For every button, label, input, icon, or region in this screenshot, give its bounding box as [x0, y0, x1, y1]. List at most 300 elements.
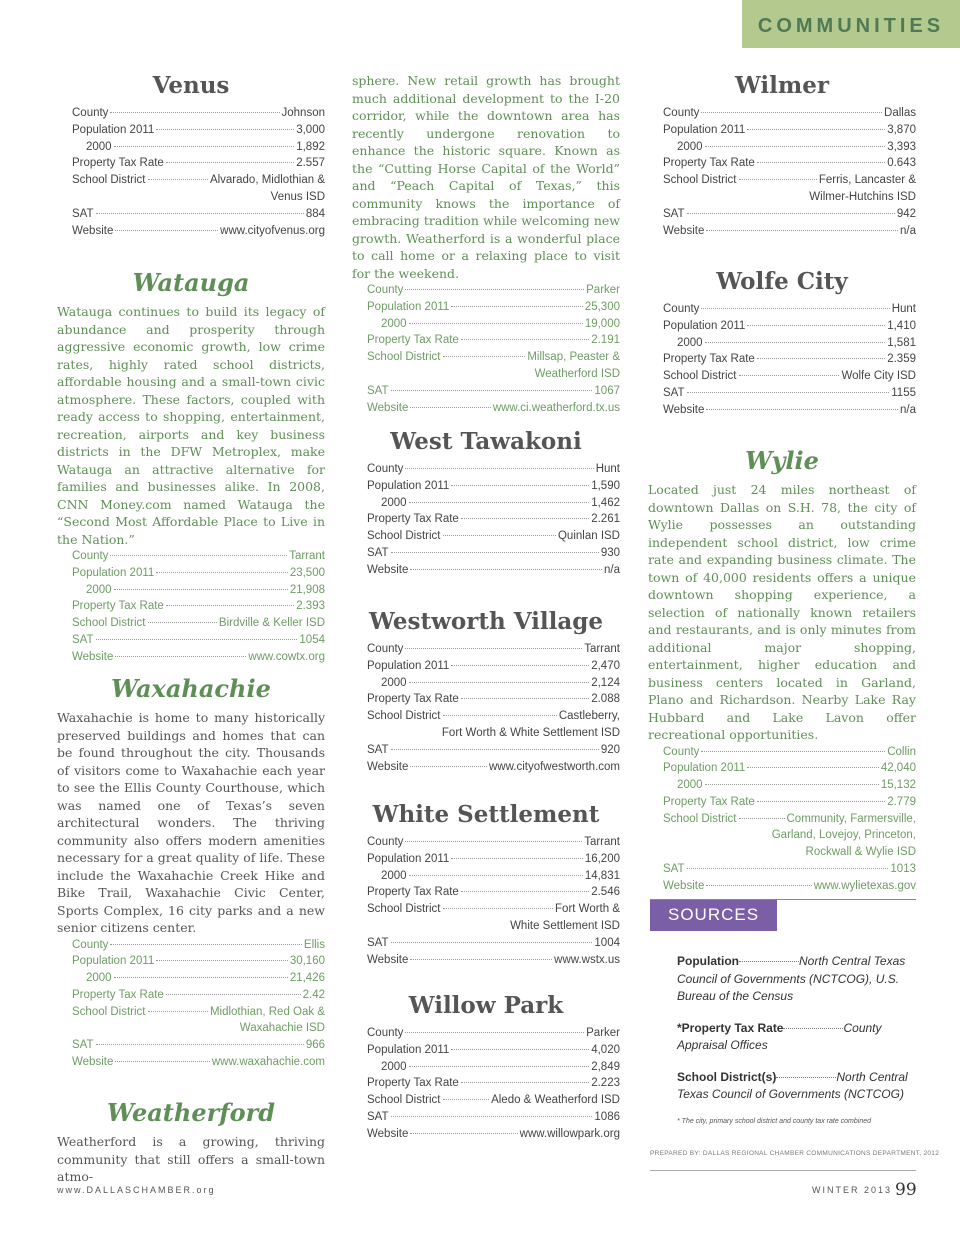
- fact-value: Venus ISD: [270, 190, 325, 203]
- fact-row: [72, 172, 325, 189]
- fact-row: [663, 402, 916, 419]
- fact-label: Population 2011: [72, 955, 155, 968]
- fact-value: Wilmer-Hutchins ISD: [809, 190, 916, 203]
- fact-row: [367, 1059, 620, 1076]
- fact-value: 21,426: [289, 972, 325, 985]
- fact-value: 1155: [891, 386, 916, 399]
- dot-leader: [443, 356, 526, 357]
- community-title: Watauga: [132, 268, 250, 297]
- dot-leader: [701, 308, 889, 309]
- dot-leader: [410, 959, 552, 960]
- fact-row: [72, 206, 325, 223]
- dot-leader: [148, 622, 217, 623]
- fact-label: SAT: [367, 546, 389, 559]
- fact-row: [367, 641, 620, 658]
- fact-value: Waxahachie ISD: [239, 1022, 325, 1035]
- dot-leader: [443, 715, 557, 716]
- fact-value: www.willowpark.org: [519, 1127, 620, 1140]
- dot-leader: [687, 392, 890, 393]
- fact-label: SAT: [663, 207, 685, 220]
- dot-leader: [405, 841, 582, 842]
- fact-row: [367, 461, 620, 478]
- community-description: Waxahachie is home to many historically preserved buildings and homes that can be found throughout the city. Thousands of visitors come to Waxahachie each year to see the Ellis County Courthouse, which was named one of Texas’s seven architectural wonders. The thriving community also offers modern amenities necessary for a great quality of life. These include the Waxahachie Creek Hike and Bike Trail, Waxahachie Civic Center, Sports Complex, 16 city parks and a new senior citizens center.: [57, 710, 325, 935]
- fact-label: School District: [72, 617, 146, 630]
- fact-row: [367, 884, 620, 901]
- fact-value: Fort Worth & White Settlement ISD: [441, 726, 620, 739]
- fact-label: County: [72, 938, 109, 951]
- fact-row: [72, 937, 325, 954]
- fact-row: [72, 1037, 325, 1054]
- dot-leader: [451, 306, 583, 307]
- sources-divider: [650, 899, 916, 900]
- fact-value: Fort Worth &: [555, 903, 620, 916]
- fact-value: Rockwall & Wylie ISD: [805, 846, 916, 859]
- dot-leader: [391, 390, 593, 391]
- fact-continuation: [663, 827, 916, 844]
- fact-value: Tarrant: [289, 550, 325, 562]
- sources-panel: [650, 899, 916, 1125]
- fact-value: 1004: [594, 936, 620, 949]
- fact-continuation: [72, 1020, 325, 1037]
- fact-row: [367, 545, 620, 562]
- dot-leader: [739, 818, 785, 819]
- dot-leader: [115, 1061, 210, 1062]
- fact-value: Millsap, Peaster &: [527, 351, 620, 364]
- dot-leader: [461, 518, 589, 519]
- fact-value: 2,849: [591, 1060, 620, 1073]
- fact-label: Website: [367, 1127, 409, 1140]
- fact-row: [72, 155, 325, 172]
- dot-leader: [114, 977, 288, 978]
- fact-continuation: [367, 725, 620, 742]
- fact-list: [72, 548, 325, 666]
- dot-leader: [687, 868, 889, 869]
- fact-value: 2.261: [591, 513, 620, 526]
- fact-label: County: [367, 284, 404, 296]
- fact-value: 23,500: [289, 566, 325, 579]
- fact-label: Property Tax Rate: [367, 1077, 459, 1090]
- dot-leader: [705, 342, 886, 343]
- fact-row: [663, 105, 916, 122]
- fact-value: Hunt: [891, 303, 916, 315]
- fact-row: [663, 777, 916, 794]
- dot-leader: [776, 1077, 836, 1078]
- fact-value: 920: [600, 743, 620, 756]
- fact-label: 2000: [677, 779, 703, 792]
- fact-label: Population 2011: [663, 123, 746, 136]
- fact-row: [367, 1092, 620, 1109]
- dot-leader: [757, 801, 885, 802]
- fact-row: [663, 811, 916, 828]
- dot-leader: [747, 129, 885, 130]
- fact-list: [367, 641, 620, 775]
- sources-list: [650, 953, 916, 1104]
- fact-list: [367, 1025, 620, 1143]
- dot-leader: [405, 648, 582, 649]
- dot-leader: [409, 1066, 590, 1067]
- fact-row: [367, 332, 620, 349]
- dot-leader: [156, 129, 294, 130]
- fact-value: Alvarado, Midlothian &: [209, 174, 325, 187]
- fact-row: [367, 400, 620, 417]
- fact-row: [367, 282, 620, 299]
- dot-leader: [391, 552, 599, 553]
- fact-value: 2.088: [591, 693, 620, 706]
- dot-leader: [757, 358, 885, 359]
- fact-value: Ellis: [303, 938, 325, 951]
- fact-row: [367, 935, 620, 952]
- fact-list: [663, 301, 916, 419]
- dot-leader: [148, 1011, 208, 1012]
- dot-leader: [706, 230, 898, 231]
- community-wylie: [648, 446, 916, 895]
- source-item: [677, 1069, 916, 1104]
- dot-leader: [410, 407, 490, 408]
- fact-label: Property Tax Rate: [367, 886, 459, 899]
- fact-row: [663, 861, 916, 878]
- fact-row: [663, 301, 916, 318]
- community-wilmer: [648, 72, 916, 239]
- fact-label: Property Tax Rate: [72, 157, 164, 170]
- fact-label: 2000: [381, 1060, 407, 1073]
- fact-list: [367, 461, 620, 579]
- dot-leader: [747, 767, 879, 768]
- fact-label: County: [367, 836, 404, 848]
- dot-leader: [410, 569, 602, 570]
- community-description: Weatherford is a growing, thriving community that still offers a small-town atmo-: [57, 1134, 325, 1184]
- community-title: West Tawakoni: [390, 428, 582, 455]
- fact-value: 25,300: [584, 300, 620, 313]
- fact-row: [72, 615, 325, 632]
- fact-value: Garland, Lovejoy, Princeton,: [771, 829, 916, 842]
- source-item: [677, 1020, 916, 1055]
- dot-leader: [461, 891, 589, 892]
- community-watauga: [57, 268, 325, 666]
- fact-row: [367, 1075, 620, 1092]
- fact-value: n/a: [604, 563, 620, 576]
- fact-value: Ferris, Lancaster &: [818, 174, 916, 187]
- fact-label: School District: [72, 1005, 146, 1018]
- fact-label: Website: [663, 879, 705, 892]
- fact-row: [663, 351, 916, 368]
- fact-value: 2.191: [591, 334, 620, 347]
- fact-row: [663, 139, 916, 156]
- fact-label: School District: [72, 174, 146, 187]
- fact-value: 3,000: [296, 123, 325, 136]
- fact-value: 1054: [299, 633, 325, 646]
- dot-leader: [405, 468, 593, 469]
- community-description: sphere. New retail growth has brought much additional development to the I-20 corridor, while the downtown area has recently undergone renovation to enhance the historic square. Known as the “Cutting Horse Capital of the World” and “Peach Capital of Texas,” this community knows the importance of embracing tradition while welcoming new growth. Weatherford is a wonderful place to call home or a relaxing place to visit for the weekend.: [352, 73, 620, 281]
- dot-leader: [783, 1028, 843, 1029]
- fact-label: Population 2011: [367, 300, 450, 313]
- fact-row: [663, 760, 916, 777]
- fact-row: [367, 952, 620, 969]
- fact-value: 1086: [594, 1110, 620, 1123]
- fact-row: [663, 318, 916, 335]
- fact-value: 3,870: [887, 123, 916, 136]
- fact-value: 2.223: [591, 1077, 620, 1090]
- fact-row: [367, 1042, 620, 1059]
- fact-label: Population 2011: [72, 123, 155, 136]
- fact-list: [663, 105, 916, 239]
- fact-row: [367, 316, 620, 333]
- fact-label: SAT: [367, 384, 389, 397]
- fact-label: SAT: [72, 207, 94, 220]
- fact-row: [72, 122, 325, 139]
- fact-row: [663, 335, 916, 352]
- community-title: Venus: [152, 72, 230, 99]
- fact-value: Midlothian, Red Oak &: [209, 1005, 325, 1018]
- fact-row: [72, 105, 325, 122]
- fact-value: White Settlement ISD: [510, 919, 620, 932]
- fact-value: www.wstx.us: [554, 953, 620, 966]
- fact-value: www.wylietexas.gov: [813, 879, 916, 892]
- community-west-tawakoni: [352, 428, 620, 579]
- community-title: Wylie: [745, 446, 819, 475]
- fact-label: School District: [367, 530, 441, 543]
- community-waxahachie: [57, 674, 325, 1071]
- fact-row: [367, 528, 620, 545]
- community-description: Watauga continues to build its legacy of abundance and prosperity through aggressive economic growth, low crime rates, highly rated school districts, affordable housing and a small-town civic atmosphere. These factors, coupled with ready access to shopping, entertainment, recreation, airports and key business districts in the DFW Metroplex, make Watauga an attractive alternative for families and businesses alike. In 2008, CNN Money.com named Watauga the “Second Most Affordable Place to Live in the Nation.”: [57, 304, 325, 547]
- fact-value: Aledo & Weatherford ISD: [491, 1094, 620, 1107]
- fact-label: SAT: [663, 863, 685, 876]
- fact-label: Website: [367, 563, 409, 576]
- dot-leader: [166, 162, 294, 163]
- community-wolfe-city: [648, 268, 916, 419]
- fact-label: 2000: [381, 869, 407, 882]
- fact-row: [663, 794, 916, 811]
- fact-label: Property Tax Rate: [72, 600, 164, 613]
- fact-value: Weatherford ISD: [534, 367, 620, 380]
- fact-value: 1,590: [591, 479, 620, 492]
- source-value: County Appraisal Offices: [677, 1020, 882, 1052]
- dot-leader: [443, 908, 554, 909]
- fact-label: School District: [663, 812, 737, 825]
- fact-label: Population 2011: [367, 852, 450, 865]
- dot-leader: [409, 875, 583, 876]
- dot-leader: [110, 112, 279, 113]
- fact-label: Population 2011: [367, 1043, 450, 1056]
- fact-value: 4,020: [591, 1043, 620, 1056]
- community-willow-park: [352, 992, 620, 1143]
- fact-value: www.cityofvenus.org: [220, 224, 325, 237]
- fact-row: [663, 206, 916, 223]
- fact-row: [367, 1025, 620, 1042]
- dot-leader: [451, 485, 589, 486]
- dot-leader: [110, 944, 301, 945]
- section-tab: COMMUNITIES: [742, 0, 960, 48]
- fact-label: Population 2011: [72, 566, 155, 579]
- fact-row: [663, 155, 916, 172]
- fact-row: [367, 511, 620, 528]
- fact-label: Population 2011: [663, 319, 746, 332]
- fact-label: SAT: [367, 936, 389, 949]
- dot-leader: [391, 749, 599, 750]
- fact-row: [367, 1126, 620, 1143]
- fact-label: Property Tax Rate: [663, 795, 755, 808]
- fact-label: Website: [72, 1056, 114, 1069]
- source-label: Population: [677, 954, 739, 968]
- fact-list: [72, 105, 325, 239]
- fact-row: [663, 368, 916, 385]
- dot-leader: [391, 942, 593, 943]
- fact-value: 1067: [594, 384, 620, 397]
- fact-value: 2,470: [591, 659, 620, 672]
- fact-value: 19,000: [584, 317, 620, 330]
- fact-row: [367, 868, 620, 885]
- fact-row: [367, 478, 620, 495]
- fact-label: SAT: [72, 1039, 94, 1052]
- fact-label: Website: [367, 401, 409, 414]
- fact-row: [367, 691, 620, 708]
- fact-value: Castleberry,: [558, 710, 620, 723]
- fact-label: County: [663, 745, 700, 758]
- fact-label: Website: [72, 650, 114, 663]
- fact-label: School District: [367, 351, 441, 364]
- fact-value: 2.546: [591, 886, 620, 899]
- source-label: School District(s): [677, 1069, 777, 1084]
- fact-value: n/a: [900, 403, 916, 416]
- dot-leader: [114, 146, 295, 147]
- community-venus: [57, 72, 325, 239]
- fact-label: Property Tax Rate: [663, 157, 755, 170]
- fact-row: [663, 385, 916, 402]
- dot-leader: [148, 179, 208, 180]
- fact-label: Website: [72, 224, 114, 237]
- fact-value: 3,393: [887, 140, 916, 153]
- fact-row: [367, 495, 620, 512]
- fact-label: Property Tax Rate: [367, 693, 459, 706]
- fact-row: [367, 349, 620, 366]
- fact-label: 2000: [86, 583, 112, 596]
- fact-row: [367, 708, 620, 725]
- fact-value: Dallas: [884, 107, 916, 119]
- dot-leader: [405, 1032, 584, 1033]
- fact-row: [367, 562, 620, 579]
- fact-label: Population 2011: [367, 479, 450, 492]
- dot-leader: [705, 784, 879, 785]
- dot-leader: [705, 146, 886, 147]
- fact-label: Website: [367, 953, 409, 966]
- fact-label: County: [72, 107, 109, 119]
- fact-row: [663, 122, 916, 139]
- fact-value: 2.359: [887, 353, 916, 366]
- fact-row: [72, 1054, 325, 1071]
- dot-leader: [96, 1044, 304, 1045]
- fact-row: [367, 675, 620, 692]
- fact-value: www.cityofwestworth.com: [488, 760, 620, 773]
- dot-leader: [451, 1049, 589, 1050]
- dot-leader: [461, 698, 589, 699]
- source-label: *Property Tax Rate: [677, 1020, 784, 1035]
- fact-label: 2000: [381, 496, 407, 509]
- fact-label: County: [367, 1027, 404, 1039]
- fact-row: [72, 565, 325, 582]
- community-title: Westworth Village: [368, 608, 604, 635]
- fact-list: [663, 744, 916, 895]
- fact-label: Property Tax Rate: [663, 353, 755, 366]
- fact-row: [663, 223, 916, 240]
- fact-continuation: [663, 844, 916, 861]
- dot-leader: [706, 409, 898, 410]
- fact-value: 2.393: [296, 600, 325, 613]
- fact-label: Website: [663, 224, 705, 237]
- fact-label: School District: [663, 174, 737, 187]
- footer-issue: WINTER 2013: [812, 1185, 893, 1195]
- dot-leader: [701, 112, 882, 113]
- fact-label: 2000: [677, 140, 703, 153]
- fact-value: 14,831: [584, 869, 620, 882]
- fact-label: 2000: [381, 676, 407, 689]
- fact-label: County: [72, 550, 109, 562]
- fact-row: [663, 878, 916, 895]
- fact-label: SAT: [367, 1110, 389, 1123]
- community-title: Willow Park: [408, 992, 564, 1019]
- fact-value: Community, Farmersville,: [786, 812, 916, 825]
- fact-row: [72, 548, 325, 565]
- fact-row: [367, 1109, 620, 1126]
- fact-value: 2.779: [887, 795, 916, 808]
- dot-leader: [706, 885, 811, 886]
- dot-leader: [409, 682, 590, 683]
- fact-value: www.cowtx.org: [248, 650, 325, 663]
- fact-label: School District: [367, 710, 441, 723]
- community-description: Located just 24 miles northeast of downtown Dallas on S.H. 78, the city of Wylie possesses an outstanding independent school district, low crime rate and expanding business climate. The town of 40,000 residents offers a unique downtown shopping experience, a selection of nationally known retailers and restaurants, and is only minutes from additional major shopping, entertainment, higher education and business centers located in Garland, Plano and Richardson. Nearby Lake Ray Hubbard and Lake Lavon offer recreational opportunities.: [648, 482, 916, 742]
- fact-row: [72, 582, 325, 599]
- fact-value: Johnson: [281, 107, 325, 119]
- fact-continuation: [367, 918, 620, 935]
- fact-row: [367, 851, 620, 868]
- fact-row: [72, 953, 325, 970]
- fact-list: [367, 282, 620, 416]
- dot-leader: [461, 339, 589, 340]
- fact-label: 2000: [381, 317, 407, 330]
- fact-label: 2000: [86, 140, 112, 153]
- fact-label: County: [663, 303, 700, 315]
- fact-value: Tarrant: [584, 836, 620, 848]
- fact-label: SAT: [72, 633, 94, 646]
- dot-leader: [461, 1082, 589, 1083]
- fact-continuation: [663, 189, 916, 206]
- dot-leader: [757, 162, 885, 163]
- fact-label: Property Tax Rate: [367, 513, 459, 526]
- dot-leader: [739, 375, 840, 376]
- fact-value: 942: [896, 207, 916, 220]
- fact-value: www.waxahachie.com: [211, 1056, 325, 1069]
- fact-row: [72, 987, 325, 1004]
- fact-row: [367, 658, 620, 675]
- dot-leader: [451, 858, 583, 859]
- fact-row: [72, 649, 325, 666]
- community-title: Weatherford: [106, 1098, 276, 1127]
- dot-leader: [410, 1133, 517, 1134]
- fact-value: 2,124: [591, 676, 620, 689]
- fact-value: Hunt: [595, 463, 620, 475]
- community-title: Wolfe City: [716, 268, 848, 295]
- community-title: Waxahachie: [111, 674, 271, 703]
- source-value: North Central Texas Council of Governments (NCTCOG): [677, 1069, 908, 1101]
- community-weatherford-continued: [352, 72, 620, 416]
- dot-leader: [410, 766, 487, 767]
- fact-value: 1013: [890, 863, 916, 876]
- fact-value: Birdville & Keller ISD: [218, 617, 325, 630]
- fact-row: [367, 383, 620, 400]
- fact-row: [72, 598, 325, 615]
- fact-row: [663, 744, 916, 761]
- dot-leader: [747, 325, 885, 326]
- fact-continuation: [72, 189, 325, 206]
- dot-leader: [687, 213, 895, 214]
